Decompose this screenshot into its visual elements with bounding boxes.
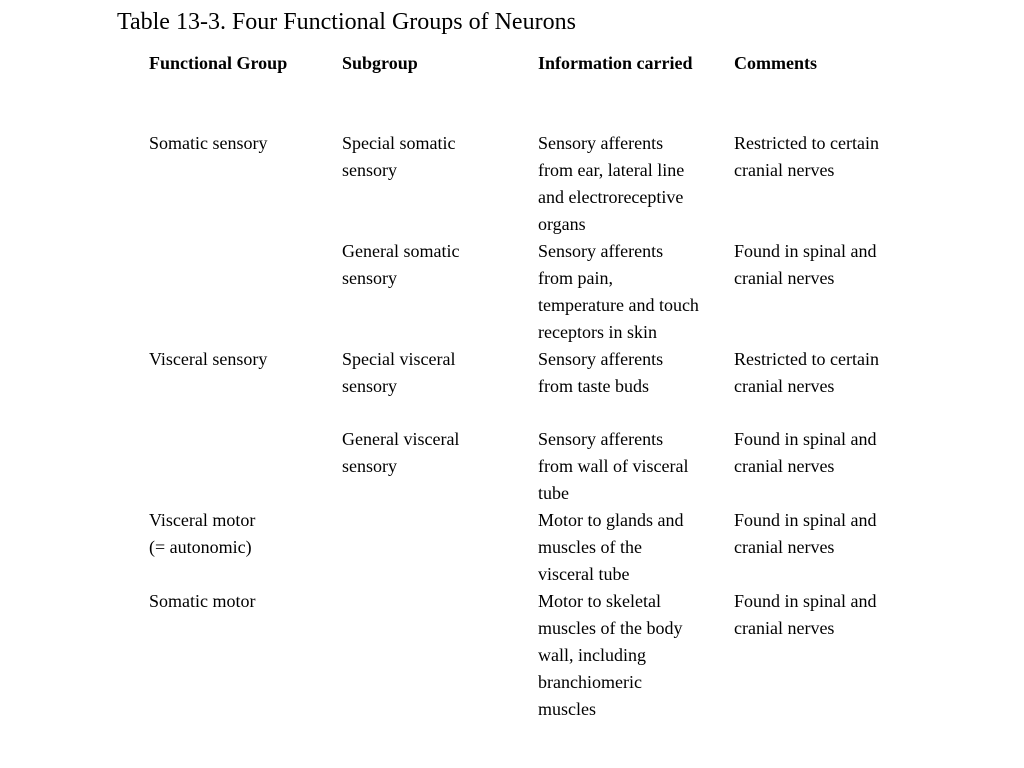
cell-line: muscles	[538, 699, 596, 719]
cell-information-carried	[538, 426, 688, 507]
cell-line: Restricted to certain	[734, 349, 879, 369]
cell-line: temperature and touch	[538, 295, 699, 315]
table-header-row	[149, 50, 929, 77]
cell-line: receptors in skin	[538, 322, 657, 342]
header-subgroup: Subgroup	[342, 53, 418, 73]
cell-comments	[734, 588, 877, 642]
cell-line: from taste buds	[538, 376, 649, 396]
cell-functional-group	[149, 507, 255, 561]
cell-functional-group	[149, 346, 267, 373]
cell-subgroup	[342, 426, 459, 480]
cell-comments	[734, 238, 877, 292]
cell-line: Visceral sensory	[149, 349, 268, 369]
cell-line: Special visceral	[342, 349, 456, 369]
cell-line: Special somatic	[342, 133, 456, 153]
neuron-groups-table	[149, 50, 929, 719]
cell-line: sensory	[342, 376, 397, 396]
cell-line: cranial nerves	[734, 160, 835, 180]
cell-line: from wall of visceral	[538, 456, 689, 476]
cell-line: Visceral motor	[149, 510, 256, 530]
cell-line: cranial nerves	[734, 618, 835, 638]
cell-line: sensory	[342, 160, 397, 180]
cell-line: from ear, lateral line	[538, 160, 685, 180]
cell-functional-group	[149, 588, 256, 615]
cell-line: Found in spinal and	[734, 241, 877, 261]
cell-line: Motor to glands and	[538, 510, 684, 530]
cell-comments	[734, 346, 879, 400]
cell-functional-group	[149, 130, 268, 157]
cell-line: Sensory afferents	[538, 349, 664, 369]
cell-information-carried	[538, 588, 682, 723]
cell-line: Somatic sensory	[149, 133, 268, 153]
cell-line: Found in spinal and	[734, 591, 877, 611]
page-title: Table 13-3. Four Functional Groups of Neurons	[117, 9, 576, 35]
cell-line: muscles of the body	[538, 618, 683, 638]
cell-line: Motor to skeletal	[538, 591, 661, 611]
cell-comments	[734, 426, 877, 480]
header-comments: Comments	[734, 53, 817, 73]
cell-line: organs	[538, 214, 586, 234]
cell-line: tube	[538, 483, 569, 503]
cell-line: (= autonomic)	[149, 537, 252, 557]
cell-line: wall, including	[538, 645, 646, 665]
cell-line: Sensory afferents	[538, 241, 664, 261]
cell-comments	[734, 507, 877, 561]
cell-line: cranial nerves	[734, 268, 835, 288]
cell-line: Somatic motor	[149, 591, 256, 611]
cell-subgroup	[342, 130, 455, 184]
cell-subgroup	[342, 346, 455, 400]
cell-line: branchiomeric	[538, 672, 642, 692]
cell-information-carried	[538, 130, 684, 238]
cell-line: visceral tube	[538, 564, 630, 584]
cell-line: muscles of the	[538, 537, 642, 557]
cell-line: Found in spinal and	[734, 510, 877, 530]
cell-information-carried	[538, 346, 663, 400]
cell-information-carried	[538, 507, 684, 588]
cell-line: Restricted to certain	[734, 133, 879, 153]
cell-line: cranial nerves	[734, 376, 835, 396]
cell-line: cranial nerves	[734, 456, 835, 476]
cell-line: cranial nerves	[734, 537, 835, 557]
cell-comments	[734, 130, 879, 184]
cell-line: sensory	[342, 456, 397, 476]
header-information-carried: Information carried	[538, 53, 693, 73]
cell-line: General somatic	[342, 241, 460, 261]
cell-line: sensory	[342, 268, 397, 288]
cell-information-carried	[538, 238, 699, 346]
header-functional-group: Functional Group	[149, 53, 288, 73]
cell-subgroup	[342, 238, 459, 292]
cell-line: Sensory afferents	[538, 133, 664, 153]
cell-line: Found in spinal and	[734, 429, 877, 449]
cell-line: Sensory afferents	[538, 429, 664, 449]
cell-line: from pain,	[538, 268, 613, 288]
cell-line: and electroreceptive	[538, 187, 684, 207]
cell-line: General visceral	[342, 429, 460, 449]
